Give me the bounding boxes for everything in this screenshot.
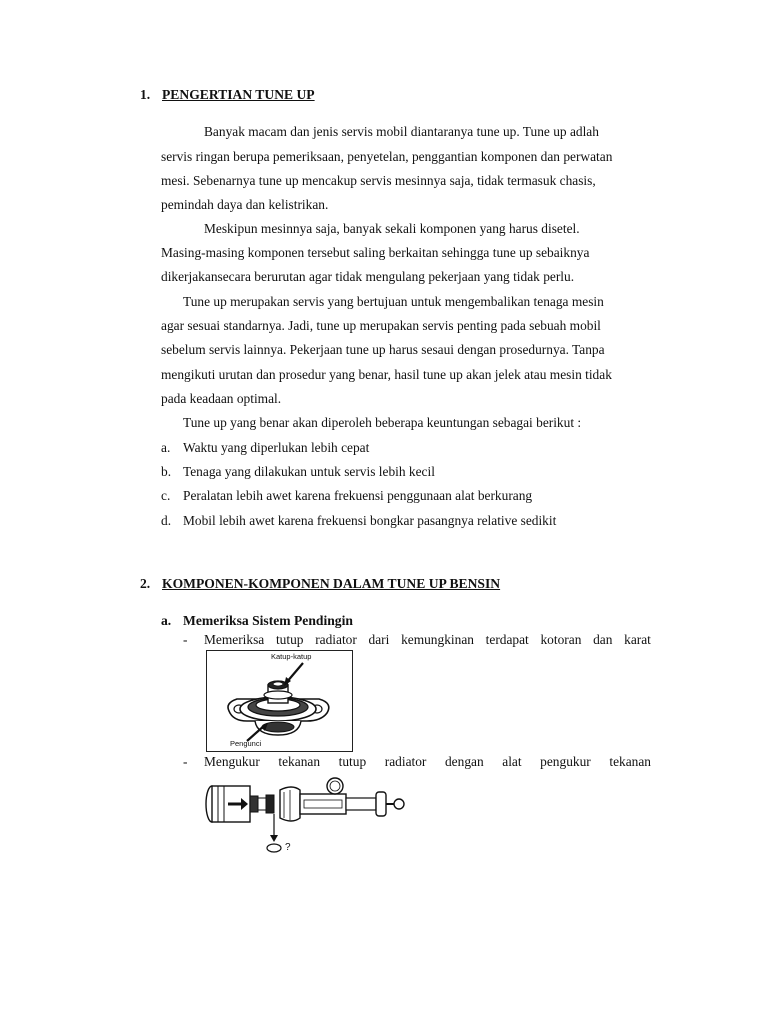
word: tekanan [609,754,651,769]
figure-label-lock: Pengunci [230,739,262,748]
word: dengan [444,754,484,769]
section-2-number: 2. [140,576,151,591]
radiator-cap-illustration [207,651,352,751]
word: kotoran [540,632,582,647]
figure-label-valves: Katup-katup [271,652,312,661]
word: tutup [338,754,367,769]
list-item: Waktu yang diperlukan lebih cepat [183,440,370,455]
list-marker: b. [161,464,172,479]
radiator-cap-figure [206,650,353,752]
word: dari [368,632,390,647]
word: tutup [275,632,304,647]
bullet-dash: - [183,632,188,647]
word: alat [502,754,522,769]
word: terdapat [485,632,529,647]
word: Memeriksa [204,632,265,647]
word: tekanan [278,754,321,769]
word: radiator [384,754,427,769]
word: dan [593,632,613,647]
word: Mengukur [204,754,260,769]
list-item: Peralatan lebih awet karena frekuensi penggunaan alat berkurang [183,488,533,503]
section-1-title: PENGERTIAN TUNE UP [162,87,315,102]
section-2-title: KOMPONEN-KOMPONEN DALAM TUNE UP BENSIN [162,576,501,591]
pressure-tester-illustration [200,776,405,861]
bullet-1-text [204,632,651,648]
figure-label-question: ? [285,842,291,853]
paragraph-line: agar sesuai standarnya. Jadi, tune up merupakan servis penting pada sebuah mobil [161,318,601,333]
pressure-tester-figure [200,776,405,861]
paragraph-line: Masing-masing komponen tersebut saling berkaitan sehingga tune up sebaiknya [161,245,590,260]
paragraph-line: Tune up yang benar akan diperoleh beberapa keuntungan sebagai berikut : [183,415,582,430]
section-1-number: 1. [140,87,151,102]
list-item: Mobil lebih awet karena frekuensi bongkar pasangnya relative sedikit [183,513,557,528]
word: kemungkinan [401,632,474,647]
bullet-2-text [204,754,651,770]
list-marker: c. [161,488,171,503]
paragraph-line: mengikuti urutan dan prosedur yang benar, hasil tune up akan jelek atau mesin tidak [161,367,612,382]
paragraph-line: pemindah daya dan kelistrikan. [161,197,329,212]
subsection-title: Memeriksa Sistem Pendingin [183,613,353,628]
list-marker: d. [161,513,172,528]
list-marker: a. [161,440,171,455]
list-item: Tenaga yang dilakukan untuk servis lebih kecil [183,464,435,479]
paragraph-line: Meskipun mesinnya saja, banyak sekali komponen yang harus disetel. [204,221,580,236]
paragraph-line: sebelum servis lainnya. Pekerjaan tune up harus sesaui dengan prosedurnya. Tanpa [161,342,605,357]
paragraph-line: Tune up merupakan servis yang bertujuan untuk mengembalikan tenaga mesin [183,294,604,309]
paragraph-line: servis ringan berupa pemeriksaan, penyetelan, penggantian komponen dan perwatan [161,149,613,164]
paragraph-line: dikerjakansecara berurutan agar tidak mengulang pekerjaan yang tidak perlu. [161,269,575,284]
word: karat [624,632,651,647]
paragraph-line: mesi. Sebenarnya tune up mencakup servis mesinnya saja, tidak termasuk chasis, [161,173,596,188]
paragraph-line: Banyak macam dan jenis servis mobil diantaranya tune up. Tune up adlah [204,124,599,139]
bullet-dash: - [183,754,188,769]
word: radiator [315,632,357,647]
paragraph-line: pada keadaan optimal. [161,391,282,406]
subsection-marker: a. [161,613,172,628]
word: pengukur [540,754,591,769]
